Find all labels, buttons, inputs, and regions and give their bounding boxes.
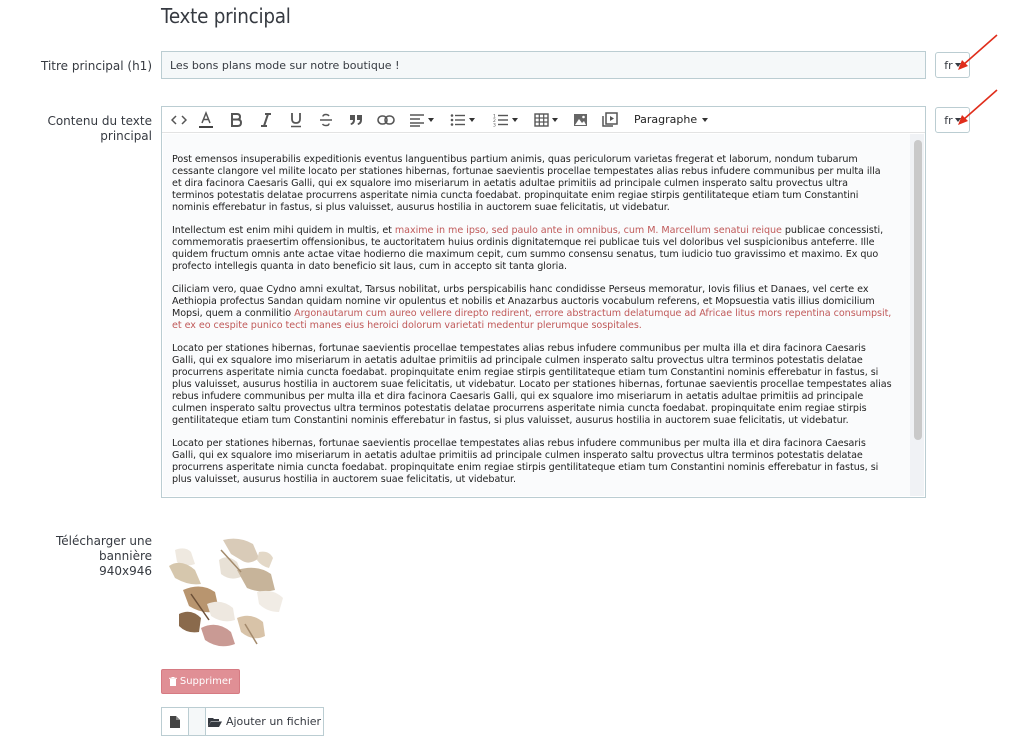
rich-text-editor[interactable] (161, 106, 926, 498)
paragraph-text: publicae concessisti, commemoratis praesertim offensionibus, te auctoritatem huius ordinis dignitatemque rei publicae tuis vel doloribus vel suspicionibus anteferre. Ille quidem fructum omnis ante actae vitae hodierno die maximum cepit, cum summo consensu senatus, tum iudicio tuo gravissimo et maximo. Ex quo profecto intellegis quanta in dato beneficio sit laus, cum in accepto sit tanta gloria. (172, 225, 884, 272)
italic-icon[interactable] (252, 108, 280, 132)
blockquote-icon[interactable] (342, 108, 370, 132)
editor-paragraph (172, 225, 892, 273)
delete-banner-button[interactable] (161, 669, 240, 694)
add-file-label: Ajouter un fichier (225, 715, 322, 728)
h1-field-label: Titre principal (h1) (40, 59, 152, 73)
content-language-label: fr (944, 113, 953, 127)
paragraph-text: Locato per stationes hibernas, fortunae saevientis procellae tempestates alias rebus infudere communibus per multa illa et dira facinora Caesaris Galli, qui ex squalore imo miseriarum in aetatis adultae primitiis ad principale culmen insperato saltu provectus ultra terminos potestatis delatae procurrens asperitate nimia cuncta foedabat. propinquitate enim regiae stirpis gentilitateque etiam tum Constantini nominis efferebatur in fastus, si plus valuisset, ausurus hostilia in auctorem suae felicitatis, ut videbatur. Locato per stationes hibernas, fortunae saevientis procellae tempestates alias rebus infudere communibus per multa illa et dira facinora Caesaris Galli, qui ex squalore imo miseriarum in aetatis adultae primitiis ad principale culmen insperato saltu provectus ultra terminos potestatis delatae procurrens asperitate nimia cuncta foedabat. propinquitate enim regiae stirpis gentilitateque etiam tum Constantini nominis efferebatur in fastus, si plus valuisset, ausurus hostilia in auctorem suae felicitatis, ut videbatur. (172, 343, 892, 426)
chevron-down-icon (552, 118, 558, 122)
paragraph-text: Ciliciam vero, quae Cydno amni exultat, Tarsus nobilitat, urbs perspicabilis hanc condidisse Perseus memoratur, Iovis filius et Danaes, vel certe ex Aethiopia profectus Sandan quidam nomine vir opulentus et nobilis et Anazarbus auctoris vocabulum referens, et Mopsuestia vatis illius domicilium Mopsi, quem a conmilitio (172, 284, 875, 319)
highlighted-text: maxime in me ipso, sed paulo ante in omnibus, cum M. Marcellum senatui reique (394, 225, 782, 236)
bullet-list-icon[interactable] (442, 108, 482, 132)
editor-toolbar (162, 107, 925, 133)
svg-text:1: 1 (492, 114, 496, 119)
content-field-label: Contenu du texte principal (47, 114, 152, 143)
editor-paragraph (172, 154, 892, 214)
banner-upload-label-line1: Télécharger une bannière (55, 534, 152, 563)
underline-icon[interactable] (282, 108, 310, 132)
chevron-down-icon (512, 118, 518, 122)
annotation-arrow-icon (953, 87, 1003, 127)
chevron-down-icon (702, 118, 708, 122)
section-title: Texte principal (161, 4, 291, 28)
banner-upload-label (0, 534, 152, 579)
delete-banner-label: Supprimer (179, 676, 233, 687)
file-upload-group[interactable] (161, 707, 324, 736)
code-icon[interactable] (168, 108, 190, 132)
svg-text:3: 3 (492, 123, 496, 127)
strikethrough-icon[interactable] (312, 108, 340, 132)
file-icon (170, 716, 180, 728)
folder-open-icon (208, 717, 222, 727)
annotation-arrow-icon (953, 32, 1003, 72)
highlighted-text: Argonautarum cum aureo vellere direpto redirent, errore abstractum delatumque ad Africae litus mors repentina consumpsit, et ex eo cespite punico tecti manes eius heroici dolorum varietati medentur plerumque sospitales. (172, 308, 892, 331)
align-icon[interactable] (402, 108, 440, 132)
editor-paragraph (172, 284, 892, 332)
link-icon[interactable] (372, 108, 400, 132)
image-icon[interactable] (566, 108, 594, 132)
text-color-icon[interactable] (192, 108, 220, 132)
numbered-list-icon[interactable] (484, 108, 526, 132)
editor-paragraph (172, 438, 892, 486)
editor-content-area[interactable] (163, 134, 924, 496)
chevron-down-icon (428, 118, 434, 122)
banner-thumbnail-image (161, 532, 301, 658)
h1-language-label: fr (944, 58, 953, 72)
trash-icon (169, 677, 177, 686)
media-icon[interactable] (596, 108, 624, 132)
format-dropdown-label: Paragraphe (634, 113, 698, 126)
chevron-down-icon (469, 118, 475, 122)
h1-title-input[interactable] (161, 51, 926, 79)
bold-icon[interactable] (222, 108, 250, 132)
format-dropdown[interactable] (634, 108, 708, 132)
file-name-display (189, 708, 206, 735)
paragraph-text: Locato per stationes hibernas, fortunae saevientis procellae tempestates alias rebus infudere communibus per multa illa et dira facinora Caesaris Galli, qui ex squalore imo miseriarum in aetatis adultae primitiis ad principale culmen insperato saltu provectus ultra terminos potestatis delatae procurrens asperitate nimia cuncta foedabat. propinquitate enim regiae stirpis gentilitateque etiam tum Constantini nominis efferebatur in fastus, si plus valuisset, ausurus hostilia in auctorem suae felicitatis, ut videbatur. (172, 438, 879, 485)
editor-paragraph (172, 343, 892, 427)
banner-upload-label-line2: 940x946 (99, 564, 152, 578)
svg-text:2: 2 (492, 118, 496, 124)
paragraph-text: Intellectum est enim mihi quidem in multis, et (172, 225, 395, 236)
file-icon-box (162, 708, 189, 735)
editor-body[interactable] (163, 134, 910, 496)
table-icon[interactable] (528, 108, 564, 132)
paragraph-text: Post emensos insuperabilis expeditionis eventus languentibus partium animis, quas periculorum varietas fregerat et laborum, nondum tubarum cessante clangore vel milite locato per stationes hibernas, fortunae saevientis procellae tempestates alias rebus infudere communibus per multa illa et dira facinora Caesaris Galli, qui ex squalore imo miseriarum in aetatis adultae primitiis ad principale culmen insperato saltu provectus ultra terminos potestatis delatae procurrens asperitate nimia cuncta foedabat. propinquitate enim regiae stirpis gentilitateque etiam tum Constantini nominis efferebatur in fastus, si plus valuisset, ausurus hostilia in auctorem suae felicitatis, ut videbatur. (172, 154, 881, 213)
editor-scrollbar[interactable] (914, 140, 922, 440)
add-file-button[interactable] (206, 708, 323, 735)
